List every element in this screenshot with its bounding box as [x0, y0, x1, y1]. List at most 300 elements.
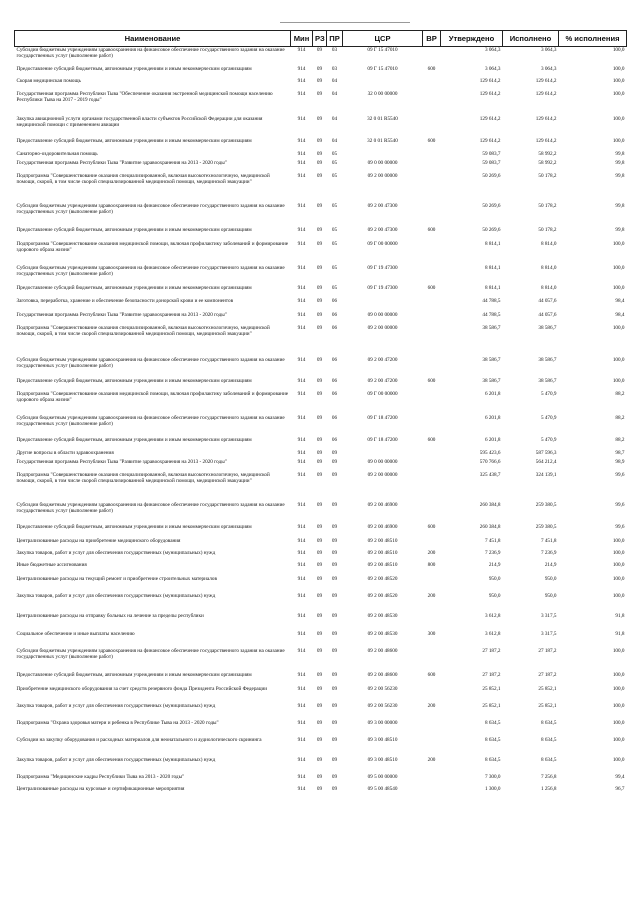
cell-min: 914 — [297, 702, 306, 709]
cell-pr: 05 — [331, 226, 338, 233]
cell-vr: 800 — [427, 561, 436, 568]
cell-csr: 09 2 00 48530 — [367, 612, 398, 619]
table-row — [15, 672, 627, 686]
cell-pr: 05 — [331, 284, 338, 291]
table-row — [15, 450, 627, 459]
cell-name: Приобретение медицинского оборудования за счет средств резервного фонда Президента Российской Федерации — [16, 685, 268, 692]
cell-rz: 09 — [316, 685, 323, 692]
cell-vr — [423, 203, 441, 227]
cell-rz: 09 — [316, 172, 323, 179]
cell-approved: 8 814,1 — [484, 264, 501, 271]
cell-pr: 06 — [331, 390, 338, 397]
cell-name: Заготовка, переработка, хранение и обеспечение безопасности донорской крови и ее компонентов — [16, 297, 234, 304]
cell-vr — [423, 786, 441, 796]
table-row — [15, 502, 627, 524]
cell-approved: 129 614,2 — [479, 90, 501, 97]
cell-csr — [343, 298, 423, 312]
cell-vr — [423, 737, 441, 757]
cell-executed: 25 852,1 — [538, 685, 557, 692]
cell-min: 914 — [297, 414, 306, 421]
cell-rz: 09 — [316, 150, 323, 157]
cell-percent: 91,8 — [615, 630, 625, 637]
cell-pr: 09 — [331, 702, 338, 709]
cell-rz: 09 — [316, 756, 323, 763]
cell-pr: 04 — [331, 77, 338, 84]
cell-vr: 600 — [427, 137, 436, 144]
cell-vr — [423, 472, 441, 502]
cell-pr: 09 — [331, 501, 338, 508]
cell-name: Подпрограмма "Совершенствование оказания специализированной, включая высокотехнологичную, медицинской помощи, скорой, в том числе скорой специализированной медицинской помощи, медицинской эвакуации" — [16, 172, 270, 185]
cell-csr: 32 0 00 00000 — [367, 90, 398, 97]
cell-rz: 09 — [316, 785, 323, 792]
cell-rz: 09 — [316, 501, 323, 508]
cell-name: Подпрограмма "Совершенствование оказания специализированной, включая высокотехнологичную, медицинской помощи, скорой, в том числе скорой специализированной медицинской помощи, медицинской эвакуации" — [16, 324, 270, 337]
cell-min: 914 — [297, 719, 306, 726]
cell-vr — [423, 312, 441, 325]
cell-name: Предоставление субсидий бюджетным, автономным учреждениям и иным некоммерческим организациям — [16, 436, 252, 443]
cell-csr: 09 2 00 48510 — [367, 537, 398, 544]
cell-name: Скорая медицинская помощь — [16, 77, 81, 84]
cell-percent: 99,8 — [615, 226, 625, 233]
cell-csr: 09 2 00 56230 — [367, 702, 398, 709]
cell-approved: 3 064,3 — [484, 65, 501, 72]
cell-csr: 09 Г 19 47300 — [367, 284, 398, 291]
cell-executed: 8 634,5 — [540, 736, 557, 743]
table-row — [15, 774, 627, 786]
table-row — [15, 703, 627, 720]
cell-min: 914 — [297, 523, 306, 530]
cell-name: Централизованные расходы на курсовые и сертификационные мероприятия — [16, 785, 185, 792]
cell-vr — [423, 265, 441, 285]
cell-min: 914 — [297, 297, 306, 304]
cell-name: Предоставление субсидий бюджетным, автономным учреждениям и иным некоммерческим организациям — [16, 377, 252, 384]
table-row — [15, 562, 627, 576]
cell-csr: 09 Г 18 47200 — [367, 414, 398, 421]
cell-vr — [423, 538, 441, 550]
cell-executed: 8 814,0 — [540, 264, 557, 271]
cell-rz: 09 — [316, 592, 323, 599]
cell-name: Предоставление субсидий бюджетным, автономным учреждениям и иным некоммерческим организациям — [16, 284, 252, 291]
cell-csr: 09 2 00 48600 — [367, 671, 398, 678]
cell-percent: 91,8 — [615, 612, 625, 619]
cell-rz: 09 — [316, 65, 323, 72]
cell-pr: 09 — [331, 756, 338, 763]
cell-percent: 100,0 — [612, 575, 625, 582]
cell-approved: 38 586,7 — [482, 324, 501, 331]
cell-name: Предоставление субсидий бюджетным, автономным учреждениям и иным некоммерческим организациям — [16, 523, 252, 530]
cell-rz: 09 — [316, 159, 323, 166]
cell-executed: 129 614,2 — [535, 115, 557, 122]
cell-approved: 1 300,0 — [484, 785, 501, 792]
col-header-executed: Исполнено — [503, 31, 559, 47]
cell-vr — [423, 298, 441, 312]
cell-pr: 09 — [331, 785, 338, 792]
cell-rz: 09 — [316, 561, 323, 568]
cell-csr: 09 2 00 00000 — [367, 324, 398, 331]
cell-percent: 98,7 — [615, 449, 625, 456]
cell-min: 914 — [297, 264, 306, 271]
cell-approved: 50 269,6 — [482, 226, 501, 233]
cell-vr — [423, 241, 441, 265]
cell-pr: 09 — [331, 449, 338, 456]
cell-rz: 09 — [316, 537, 323, 544]
cell-approved: 8 814,1 — [484, 284, 501, 291]
cell-approved: 6 201,8 — [484, 414, 501, 421]
cell-pr: 05 — [331, 240, 338, 247]
cell-vr — [423, 325, 441, 357]
cell-pr: 09 — [331, 612, 338, 619]
cell-percent: 99,8 — [615, 159, 625, 166]
cell-approved: 3 064,3 — [484, 47, 501, 53]
cell-percent: 100,0 — [612, 537, 625, 544]
cell-rz: 09 — [316, 202, 323, 209]
cell-executed: 50 178,2 — [538, 202, 557, 209]
cell-pr: 09 — [331, 523, 338, 530]
cell-min: 914 — [297, 377, 306, 384]
col-header-name: Наименование — [15, 31, 291, 47]
budget-table — [14, 30, 627, 796]
cell-percent: 100,0 — [612, 702, 625, 709]
cell-executed: 5 470,9 — [540, 390, 557, 397]
table-row — [15, 786, 627, 796]
cell-approved: 44 788,5 — [482, 311, 501, 318]
cell-min: 914 — [297, 356, 306, 363]
table-row — [15, 415, 627, 437]
cell-percent: 100,0 — [612, 592, 625, 599]
cell-rz: 09 — [316, 736, 323, 743]
cell-name: Субсидии бюджетным учреждениям здравоохранения на финансовое обеспечение государственного задания на оказание государственных услуг (выполнение работ) — [16, 264, 285, 277]
col-header-approved: Утверждено — [441, 31, 503, 47]
cell-pr: 09 — [331, 736, 338, 743]
table-row — [15, 720, 627, 737]
cell-executed: 7 451,8 — [540, 537, 557, 544]
cell-name: Субсидии бюджетным учреждениям здравоохранения на финансовое обеспечение государственного задания на оказание государственных услуг (выполнение работ) — [16, 202, 285, 215]
cell-percent: 100,0 — [612, 377, 625, 384]
cell-csr: 32 0 01 R5540 — [367, 115, 398, 122]
cell-csr: 09 2 00 48600 — [367, 647, 398, 654]
col-header-min: Мин — [291, 31, 313, 47]
cell-pr: 06 — [331, 414, 338, 421]
cell-rz: 09 — [316, 77, 323, 84]
table-row — [15, 66, 627, 78]
table-row — [15, 312, 627, 325]
cell-percent: 100,0 — [612, 756, 625, 763]
cell-vr: 200 — [427, 756, 436, 763]
cell-name: Централизованные расходы на приобретение медицинского оборудования — [16, 537, 181, 544]
cell-name: Субсидии бюджетным учреждениям здравоохранения на финансовое обеспечение государственного задания на оказание государственных услуг (выполнение работ) — [16, 647, 285, 660]
cell-csr: 09 5 00 48540 — [367, 785, 398, 792]
cell-approved: 570 766,6 — [479, 458, 501, 465]
cell-min: 914 — [297, 449, 306, 456]
cell-vr: 600 — [427, 523, 436, 530]
cell-vr: 200 — [427, 549, 436, 556]
cell-percent: 100,0 — [612, 65, 625, 72]
cell-pr: 05 — [331, 172, 338, 179]
cell-name: Закупка товаров, работ и услуг для обеспечения государственных (муниципальных) нужд — [16, 592, 216, 599]
cell-percent: 100,0 — [612, 47, 625, 53]
cell-csr: 32 0 01 R5540 — [367, 137, 398, 144]
cell-percent: 88,2 — [615, 414, 625, 421]
cell-percent: 100,0 — [612, 90, 625, 97]
cell-csr: 09 2 00 46900 — [367, 523, 398, 530]
cell-pr: 09 — [331, 647, 338, 654]
cell-approved: 950,0 — [488, 575, 501, 582]
cell-min: 914 — [297, 137, 306, 144]
cell-vr — [423, 576, 441, 593]
cell-name: Закупка товаров, работ и услуг для обеспечения государственных (муниципальных) нужд — [16, 549, 216, 556]
cell-rz: 09 — [316, 90, 323, 97]
cell-approved: 59 083,7 — [482, 159, 501, 166]
cell-name: Предоставление субсидий бюджетным, автономным учреждениям и иным некоммерческим организациям — [16, 137, 252, 144]
cell-executed: 50 178,2 — [538, 226, 557, 233]
cell-min: 914 — [297, 226, 306, 233]
cell-percent: 100,0 — [612, 685, 625, 692]
cell-csr: 09 2 00 48520 — [367, 575, 398, 582]
cell-approved: 38 586,7 — [482, 356, 501, 363]
cell-approved: 3 612,8 — [484, 612, 501, 619]
cell-approved: 7 236,9 — [484, 549, 501, 556]
cell-vr — [423, 613, 441, 631]
cell-rz: 09 — [316, 523, 323, 530]
cell-min: 914 — [297, 612, 306, 619]
table-row — [15, 576, 627, 593]
cell-rz: 09 — [316, 719, 323, 726]
cell-pr: 06 — [331, 436, 338, 443]
cell-pr: 09 — [331, 458, 338, 465]
cell-vr — [423, 450, 441, 459]
cell-vr: 200 — [427, 592, 436, 599]
cell-rz: 09 — [316, 458, 323, 465]
cell-approved: 7 300,0 — [484, 773, 501, 780]
cell-percent: 99,6 — [615, 523, 625, 530]
table-row — [15, 538, 627, 550]
cell-percent: 96,7 — [615, 785, 625, 792]
cell-pr: 09 — [331, 719, 338, 726]
table-row — [15, 459, 627, 472]
table-row — [15, 686, 627, 703]
cell-executed: 1 256,8 — [540, 785, 557, 792]
cell-approved: 50 269,6 — [482, 172, 501, 179]
cell-csr: 09 Г 18 47200 — [367, 436, 398, 443]
cell-name: Государственная программа Республики Тыва "Обеспечение оказания экстренной медицинской помощи населению Республики Тыва на 2017 - 2019 годы" — [16, 90, 273, 103]
cell-rz: 09 — [316, 390, 323, 397]
cell-approved: 7 451,8 — [484, 537, 501, 544]
cell-approved: 59 083,7 — [482, 150, 501, 157]
cell-percent: 98,9 — [615, 458, 625, 465]
cell-min: 914 — [297, 630, 306, 637]
cell-percent: 100,0 — [612, 561, 625, 568]
cell-rz: 09 — [316, 671, 323, 678]
cell-csr: 09 2 00 47200 — [367, 356, 398, 363]
cell-name: Предоставление субсидий бюджетным, автономным учреждениям и иным некоммерческим организациям — [16, 65, 252, 72]
cell-percent: 98,4 — [615, 311, 625, 318]
cell-percent: 99,6 — [615, 501, 625, 508]
cell-vr — [423, 116, 441, 138]
cell-executed: 44 057,6 — [538, 311, 557, 318]
table-row — [15, 593, 627, 613]
table-row — [15, 265, 627, 285]
cell-min: 914 — [297, 592, 306, 599]
cell-min: 914 — [297, 773, 306, 780]
cell-pr: 04 — [331, 137, 338, 144]
cell-approved: 260 384,8 — [479, 501, 501, 508]
cell-pr: 05 — [331, 159, 338, 166]
cell-vr: 600 — [427, 436, 436, 443]
cell-name: Закупка товаров, работ и услуг для обеспечения государственных (муниципальных) нужд — [16, 756, 216, 763]
cell-executed: 50 178,2 — [538, 172, 557, 179]
cell-pr: 04 — [331, 90, 338, 97]
cell-approved: 3 612,8 — [484, 630, 501, 637]
cell-executed: 25 852,1 — [538, 702, 557, 709]
cell-rz: 09 — [316, 297, 323, 304]
cell-executed: 950,0 — [544, 592, 557, 599]
table-row — [15, 241, 627, 265]
cell-pr: 09 — [331, 773, 338, 780]
cell-approved: 8 814,1 — [484, 240, 501, 247]
cell-name: Подпрограмма "Совершенствование оказания медицинской помощи, включая профилактику заболеваний и формирование здорового образа жизни" — [16, 390, 289, 403]
cell-min: 914 — [297, 172, 306, 179]
table-row — [15, 285, 627, 298]
cell-csr: 09 Г 00 00000 — [367, 240, 398, 247]
cell-vr: 600 — [427, 284, 436, 291]
cell-csr: 09 2 00 00000 — [367, 471, 398, 478]
top-rule — [280, 22, 410, 23]
table-row — [15, 138, 627, 151]
cell-rz: 09 — [316, 702, 323, 709]
cell-min: 914 — [297, 436, 306, 443]
table-body — [15, 47, 627, 796]
cell-min: 914 — [297, 471, 306, 478]
cell-rz: 09 — [316, 612, 323, 619]
cell-pr: 09 — [331, 575, 338, 582]
cell-name: Другие вопросы в области здравоохранения — [16, 449, 114, 456]
cell-csr — [343, 151, 423, 160]
cell-min: 914 — [297, 324, 306, 331]
cell-min: 914 — [297, 159, 306, 166]
cell-csr: 09 0 00 00000 — [367, 458, 398, 465]
cell-approved: 8 634,5 — [484, 756, 501, 763]
cell-rz: 09 — [316, 549, 323, 556]
cell-percent: 100,0 — [612, 77, 625, 84]
cell-percent: 88,2 — [615, 390, 625, 397]
cell-rz: 09 — [316, 436, 323, 443]
cell-vr: 200 — [427, 702, 436, 709]
cell-pr: 05 — [331, 202, 338, 209]
cell-rz: 09 — [316, 647, 323, 654]
cell-approved: 129 614,2 — [479, 137, 501, 144]
cell-pr: 06 — [331, 297, 338, 304]
col-header-pr: ПР — [327, 31, 343, 47]
table-row — [15, 378, 627, 391]
cell-approved: 6 201,8 — [484, 390, 501, 397]
cell-min: 914 — [297, 671, 306, 678]
cell-executed: 3 317,5 — [540, 612, 557, 619]
cell-pr: 09 — [331, 630, 338, 637]
cell-executed: 8 814,0 — [540, 240, 557, 247]
cell-rz: 09 — [316, 471, 323, 478]
cell-executed: 587 596,3 — [535, 449, 557, 456]
cell-approved: 44 788,5 — [482, 297, 501, 304]
cell-pr: 09 — [331, 671, 338, 678]
cell-percent: 100,0 — [612, 736, 625, 743]
cell-csr: 09 0 00 00000 — [367, 311, 398, 318]
table-row — [15, 550, 627, 562]
cell-executed: 214,9 — [544, 561, 557, 568]
cell-rz: 09 — [316, 137, 323, 144]
col-header-vr: ВР — [423, 31, 441, 47]
cell-approved: 27 187,2 — [482, 671, 501, 678]
cell-csr: 09 2 00 47300 — [367, 202, 398, 209]
cell-name: Подпрограмма "Совершенствование оказания медицинской помощи, включая профилактику заболеваний и формирование здорового образа жизни" — [16, 240, 289, 253]
table-row — [15, 203, 627, 227]
cell-pr: 09 — [331, 592, 338, 599]
cell-pr: 06 — [331, 324, 338, 331]
cell-executed: 129 614,2 — [535, 90, 557, 97]
cell-rz: 09 — [316, 630, 323, 637]
cell-min: 914 — [297, 90, 306, 97]
cell-vr — [423, 415, 441, 437]
cell-csr: 09 2 00 47300 — [367, 226, 398, 233]
cell-rz: 09 — [316, 324, 323, 331]
cell-executed: 38 586,7 — [538, 356, 557, 363]
cell-percent: 100,0 — [612, 647, 625, 654]
table-row — [15, 91, 627, 116]
cell-name: Подпрограмма "Медицинские кадры Республики Тыва на 2013 - 2020 годы" — [16, 773, 185, 780]
cell-csr: 09 Г 15 47010 — [367, 65, 398, 72]
table-row — [15, 227, 627, 241]
cell-approved: 8 634,5 — [484, 736, 501, 743]
cell-pr: 06 — [331, 356, 338, 363]
cell-percent: 100,0 — [612, 240, 625, 247]
cell-percent: 100,0 — [612, 115, 625, 122]
cell-vr — [423, 774, 441, 786]
cell-vr — [423, 502, 441, 524]
cell-rz: 09 — [316, 377, 323, 384]
cell-min: 914 — [297, 647, 306, 654]
cell-name: Подпрограмма "Охрана здоровья матери и ребенка в Республике Тыва на 2013 - 2020 годы" — [16, 719, 219, 726]
cell-approved: 950,0 — [488, 592, 501, 599]
cell-pr: 09 — [331, 561, 338, 568]
cell-name: Иные бюджетные ассигнования — [16, 561, 87, 568]
cell-approved: 129 614,2 — [479, 77, 501, 84]
cell-pr: 09 — [331, 549, 338, 556]
cell-min: 914 — [297, 756, 306, 763]
cell-csr: 09 2 00 46900 — [367, 501, 398, 508]
table-row — [15, 116, 627, 138]
cell-executed: 324 139,1 — [535, 471, 557, 478]
cell-executed: 44 057,6 — [538, 297, 557, 304]
cell-vr: 600 — [427, 671, 436, 678]
cell-rz: 09 — [316, 356, 323, 363]
cell-csr: 09 2 00 48520 — [367, 592, 398, 599]
cell-rz: 09 — [316, 115, 323, 122]
cell-approved: 25 852,1 — [482, 702, 501, 709]
cell-approved: 595 423,6 — [479, 449, 501, 456]
cell-executed: 129 614,2 — [535, 137, 557, 144]
cell-csr: 09 0 00 00000 — [367, 159, 398, 166]
cell-name: Государственная программа Республики Тыва "Развитие здравоохранения на 2013 - 2020 годы" — [16, 458, 227, 465]
cell-percent: 100,0 — [612, 264, 625, 271]
table-row — [15, 472, 627, 502]
table-row — [15, 737, 627, 757]
table-row — [15, 391, 627, 415]
cell-csr: 09 3 00 48510 — [367, 736, 398, 743]
cell-min: 914 — [297, 150, 306, 157]
cell-executed: 58 992,2 — [538, 159, 557, 166]
cell-name: Государственная программа Республики Тыва "Развитие здравоохранения на 2013 - 2020 годы" — [16, 311, 227, 318]
cell-pr: 03 — [331, 65, 338, 72]
cell-name: Предоставление субсидий бюджетным, автономным учреждениям и иным некоммерческим организациям — [16, 226, 252, 233]
